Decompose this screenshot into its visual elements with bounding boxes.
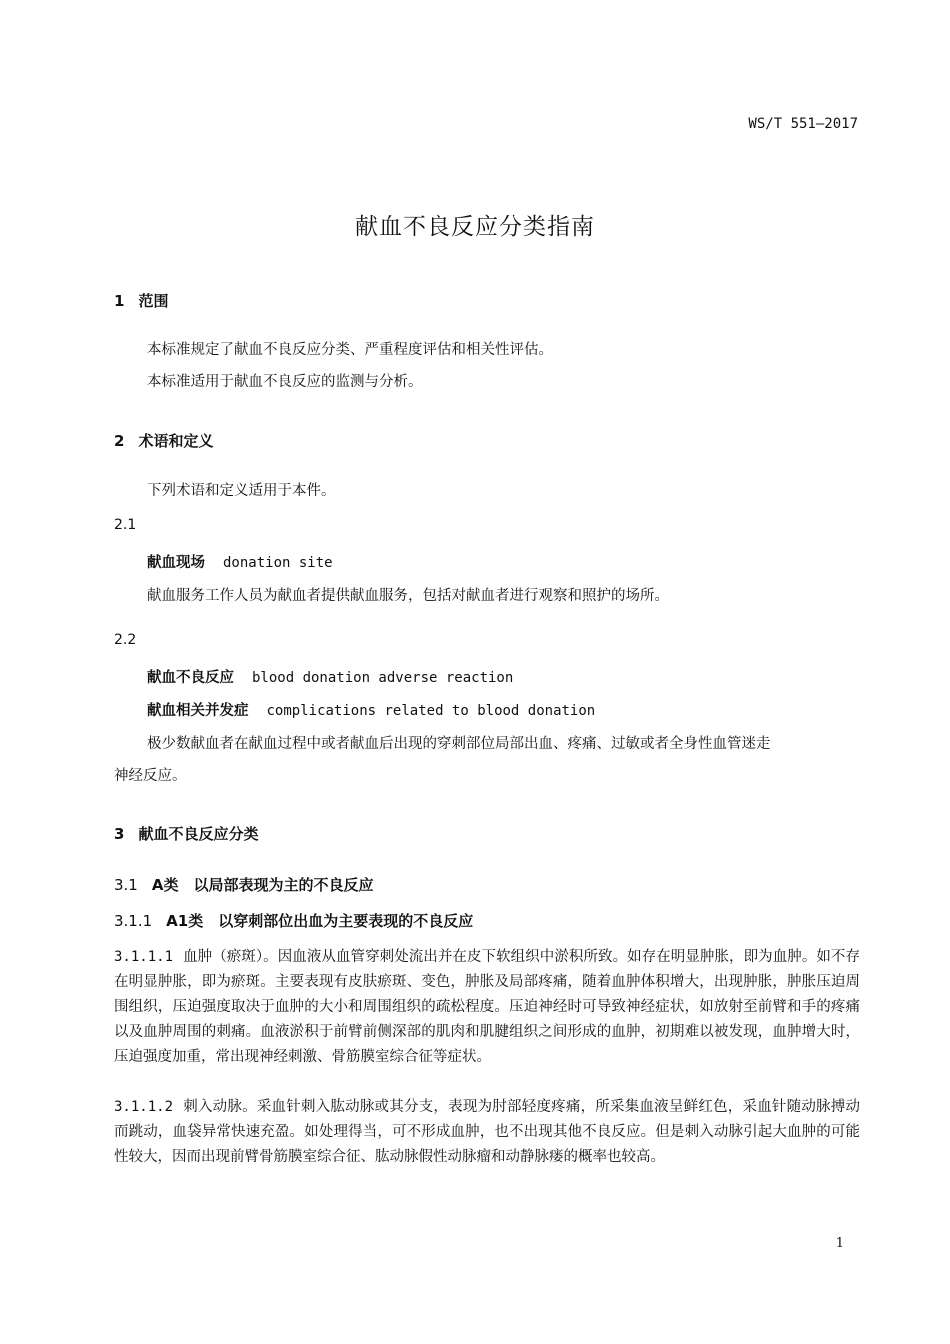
section-number: 3.1.1: [114, 912, 153, 930]
page-number: 1: [835, 1236, 844, 1251]
section-3-heading: [114, 823, 258, 844]
term-english: blood donation adverse reaction: [252, 670, 514, 686]
section-title: 术语和定义: [138, 432, 214, 450]
clause-text: 刺入动脉。采血针刺入肱动脉或其分支，表现为肘部轻度疼痛，所采集血液呈鲜红色，采血针随动脉搏动而跳动，血袋异常快速充盈。如处理得当，可不形成血肿，也不出现其他不良反应。但是刺入动脉引起大血肿的可能性较大，因而出现前臂骨筋膜室综合征、肱动脉假性动脉瘤和动静脉瘘的概率也较高。: [114, 1099, 860, 1165]
clause-2-1-number: 2.1: [114, 517, 137, 533]
section-title: A类 以局部表现为主的不良反应: [151, 876, 374, 894]
scope-paragraph-2: 本标准适用于献血不良反应的监测与分析。: [147, 374, 423, 390]
standard-code: WS/T 551—2017: [748, 116, 858, 132]
term-complications: [147, 699, 595, 720]
section-number: 1: [114, 292, 125, 310]
section-title: A1类 以穿刺部位出血为主要表现的不良反应: [166, 912, 474, 930]
document-title: 献血不良反应分类指南: [355, 214, 595, 240]
clause-text: 血肿（瘀斑）。因血液从血管穿刺处流出并在皮下软组织中淤积所致。如存在明显肿胀，即为血肿。如不存在明显肿胀，即为瘀斑。主要表现有皮肤瘀斑、变色，肿胀及局部疼痛，随着血肿体积增大，出现肿胀，肿胀压迫周围组织，压迫强度取决于血肿的大小和周围组织的疏松程度。压迫神经时可导致神经症状，如放射至前臂和手的疼痛以及血肿周围的刺痛。血液淤积于前臂前侧深部的肌肉和肌腱组织之间形成的血肿，初期难以被发现，血肿增大时，压迫强度加重，常出现神经刺激、骨筋膜室综合征等症状。: [114, 949, 860, 1065]
term-chinese: 献血现场: [147, 555, 205, 571]
scope-paragraph-1: 本标准规定了献血不良反应分类、严重程度评估和相关性评估。: [147, 342, 553, 358]
clause-3-1-1-1: [114, 945, 860, 1070]
section-number: 2: [114, 432, 125, 450]
section-title: 范围: [138, 292, 169, 310]
clause-3-1-1-2: [114, 1095, 860, 1170]
term-english: donation site: [223, 555, 333, 571]
subsection-3-1-1-heading: [114, 910, 473, 931]
section-number: 3: [114, 825, 125, 843]
subsection-3-1-heading: [114, 874, 373, 895]
term-chinese: 献血相关并发症: [147, 703, 249, 719]
term-chinese: 献血不良反应: [147, 670, 234, 686]
section-title: 献血不良反应分类: [138, 825, 259, 843]
term-definition: 献血服务工作人员为献血者提供献血服务，包括对献血者进行观察和照护的场所。: [147, 588, 669, 604]
term-adverse-reaction: [147, 666, 513, 687]
section-2-heading: [114, 430, 213, 451]
term-definition-line-1: 极少数献血者在献血过程中或者献血后出现的穿刺部位局部出血、疼痛、过敏或者全身性血管迷走: [147, 736, 771, 752]
clause-number: 3.1.1.2: [114, 1099, 174, 1115]
term-definition-line-2: 神经反应。: [114, 768, 187, 784]
section-number: 3.1: [114, 876, 138, 894]
clause-2-2-number: 2.2: [114, 632, 137, 648]
terms-intro: 下列术语和定义适用于本件。: [147, 483, 336, 499]
clause-number: 3.1.1.1: [114, 949, 174, 965]
term-donation-site: [147, 551, 333, 572]
section-1-heading: [114, 290, 168, 311]
term-english: complications related to blood donation: [266, 703, 596, 719]
